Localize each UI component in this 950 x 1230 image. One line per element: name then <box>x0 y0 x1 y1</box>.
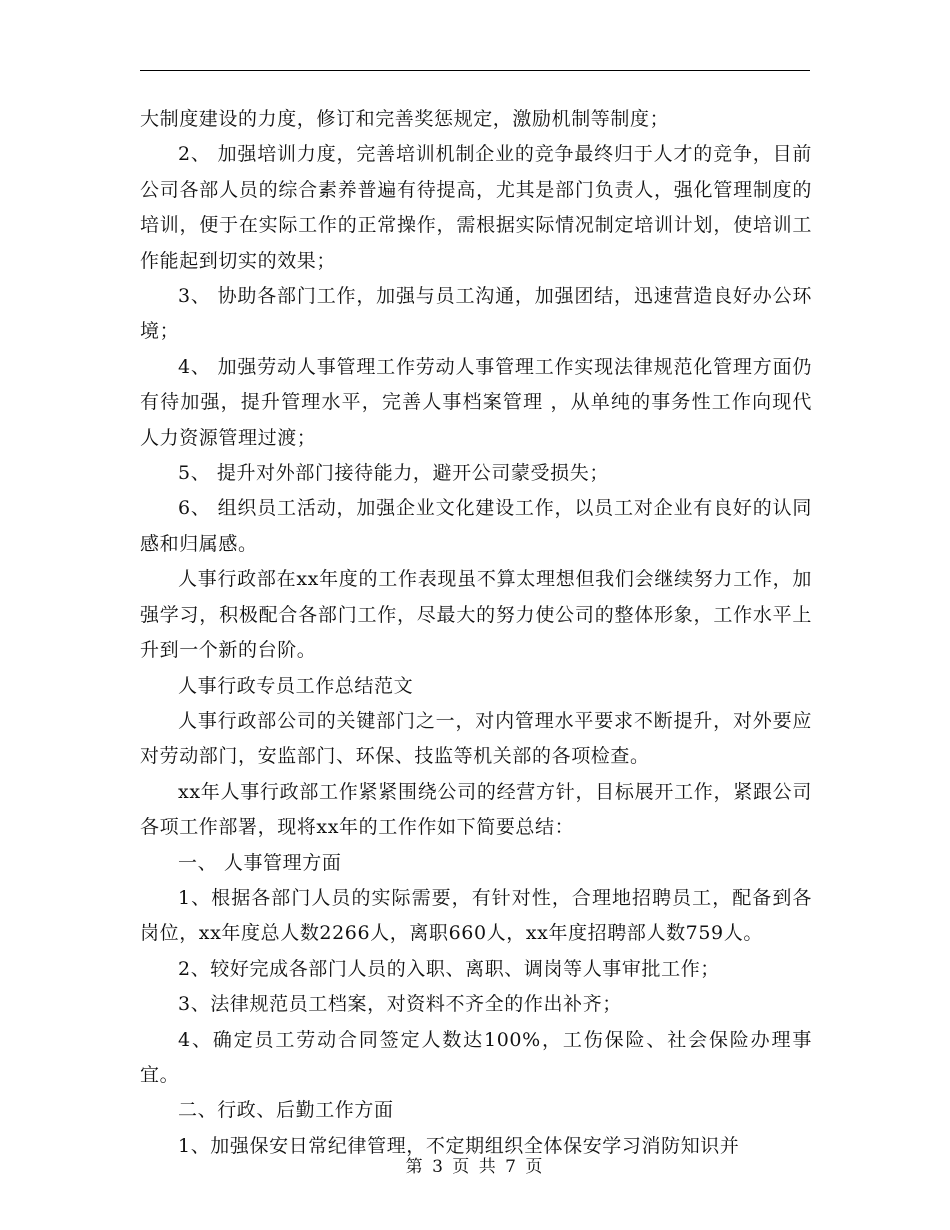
header-rule <box>140 70 810 71</box>
paragraph: 2、较好完成各部门人员的入职、离职、调岗等人事审批工作； <box>178 957 720 980</box>
document-body <box>140 102 812 1164</box>
paragraph: 4、 加强劳动人事管理工作劳动人事管理工作实现法律规范化管理方面仍有待加强，提升管理水平，完善人事档案管理 ，从单纯的事务性工作向现代人力资源管理过渡； <box>140 355 812 449</box>
paragraph: 2、 加强培训力度，完善培训机制企业的竞争最终归于人才的竞争，目前公司各部人员的综合素养普遍有待提高，尤其是部门负责人，强化管理制度的培训，便于在实际工作的正常操作，需根据实际情况制定培训计划，使培训工作能起到切实的效果； <box>140 143 812 272</box>
section-title: 人事行政专员工作总结范文 <box>178 674 414 697</box>
paragraph: 3、 协助各部门工作，加强与员工沟通，加强团结，迅速营造良好办公环境； <box>140 285 812 343</box>
section-heading: 二、行政、后勤工作方面 <box>178 1099 394 1122</box>
paragraph: 5、 提升对外部门接待能力，避开公司蒙受损失； <box>178 462 609 485</box>
paragraph: 1、根据各部门人员的实际需要，有针对性，合理地招聘员工，配备到各岗位，xx年度总人数2266人，离职660人，xx年度招聘部人数759人。 <box>140 886 812 945</box>
page-number: 第 3 页 共 7 页 <box>405 1157 545 1177</box>
paragraph: 4、确定员工劳动合同签定人数达100%，工伤保险、社会保险办理事宜。 <box>140 1028 812 1086</box>
paragraph: 大制度建设的力度，修订和完善奖惩规定，激励机制等制度； <box>140 108 670 130</box>
paragraph: xx年人事行政部工作紧紧围绕公司的经营方针，目标展开工作，紧跟公司各项工作部署，现将xx年的工作作如下简要总结： <box>140 780 812 839</box>
paragraph: 人事行政部公司的关键部门之一，对内管理水平要求不断提升，对外要应对劳动部门，安监部门、环保、技监等机关部的各项检查。 <box>140 709 812 768</box>
paragraph: 3、法律规范员工档案，对资料不齐全的作出补齐； <box>178 993 622 1016</box>
paragraph: 6、 组织员工活动，加强企业文化建设工作，以员工对企业有良好的认同感和归属感。 <box>140 497 812 555</box>
paragraph: 1、加强保安日常纪律管理，不定期组织全体保安学习消防知识并 <box>178 1134 740 1157</box>
section-heading: 一、 人事管理方面 <box>178 851 342 874</box>
paragraph: 人事行政部在xx年度的工作表现虽不算太理想但我们会继续努力工作，加强学习，积极配合各部门工作，尽最大的努力使公司的整体形象，工作水平上升到一个新的台阶。 <box>140 568 812 662</box>
